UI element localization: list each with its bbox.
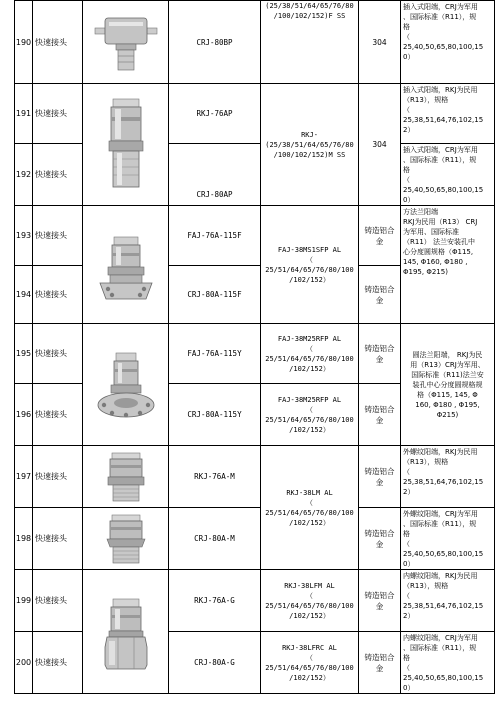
coupling-male-thread-76-image bbox=[104, 449, 148, 505]
product-code: CRJ-80AP bbox=[169, 144, 261, 206]
product-material: 304 bbox=[359, 84, 401, 206]
product-name: 快速接头 bbox=[33, 384, 83, 446]
product-note: 插入式阳端，CRJ为军用 、国际标准（R11），规 格 （ 25,40,50,65,80,100,15 0） bbox=[401, 1, 495, 84]
product-name: 快速接头 bbox=[33, 206, 83, 266]
product-note: 插入式阳端，RKJ为民用 （R13），规格 （ 25,38,51,64,76,102,15 2） bbox=[401, 84, 495, 144]
product-name: 快速接头 bbox=[33, 1, 83, 84]
product-code: FAJ-76A-115F bbox=[169, 206, 261, 266]
product-material: 铸造铝合金 bbox=[359, 206, 401, 266]
product-material: 铸造铝合金 bbox=[359, 266, 401, 324]
product-code: RKJ-76A-G bbox=[169, 570, 261, 632]
product-image bbox=[83, 570, 169, 694]
coupling-square-flange-image bbox=[96, 223, 156, 307]
table-row bbox=[15, 1, 495, 84]
table-row bbox=[15, 324, 495, 384]
product-spec: RKJ-38LM AL （ 25/51/64/65/76/80/100 /102/152） bbox=[261, 446, 359, 570]
product-image bbox=[83, 324, 169, 446]
product-code: RKJ-76AP bbox=[169, 84, 261, 144]
product-name: 快速接头 bbox=[33, 324, 83, 384]
product-image bbox=[83, 84, 169, 206]
product-name: 快速接头 bbox=[33, 632, 83, 694]
row-number: 196 bbox=[15, 384, 33, 446]
product-image bbox=[83, 446, 169, 508]
product-code: CRJ-80BP bbox=[169, 1, 261, 84]
product-note: 方法兰阳端 RKJ为民用（R13） CRJ 为军用、国际标准 （R11） 法兰安装孔中 心分度圆规格（Φ115, 145, Φ160, Φ180 , Φ195, Φ215) bbox=[401, 206, 495, 324]
row-number: 195 bbox=[15, 324, 33, 384]
product-name: 快速接头 bbox=[33, 446, 83, 508]
product-material: 铸造铝合金 bbox=[359, 570, 401, 632]
product-material: 铸造铝合金 bbox=[359, 324, 401, 384]
product-spec: FAJ-38M25RFP AL （ 25/51/64/65/76/80/100 /102/152） bbox=[261, 324, 359, 384]
product-name: 快速接头 bbox=[33, 144, 83, 206]
product-note: 插入式阳端，CRJ为军用 、国际标准（R11），规 格 （ 25,40,50,65,80,100,15 0） bbox=[401, 144, 495, 206]
row-number: 190 bbox=[15, 1, 33, 84]
row-number: 200 bbox=[15, 632, 33, 694]
table-row bbox=[15, 508, 495, 570]
product-table bbox=[14, 0, 495, 694]
product-spec: RKJ- (25/38/51/64/65/76/80 /100/102/152)M SS bbox=[261, 84, 359, 206]
product-code: CRJ-80A-115Y bbox=[169, 384, 261, 446]
product-note: 外螺纹阳端，RKJ为民用 （R13），规格 （ 25,38,51,64,76,102,15 2） bbox=[401, 446, 495, 508]
product-note: 外螺纹阳端，CRJ为军用 、国际标准（R11），规 格 （ 25,40,50,65,80,100,15 0） bbox=[401, 508, 495, 570]
row-number: 193 bbox=[15, 206, 33, 266]
product-name: 快速接头 bbox=[33, 266, 83, 324]
product-image bbox=[83, 206, 169, 324]
coupling-male-thread-80-image bbox=[104, 511, 148, 567]
coupling-male-ap-image bbox=[101, 95, 151, 195]
table-row bbox=[15, 570, 495, 632]
row-number: 192 bbox=[15, 144, 33, 206]
product-code: FAJ-76A-115Y bbox=[169, 324, 261, 384]
product-material: 铸造铝合金 bbox=[359, 632, 401, 694]
product-image bbox=[83, 508, 169, 570]
coupling-female-bp-image bbox=[91, 10, 161, 74]
product-material: 铸造铝合金 bbox=[359, 384, 401, 446]
product-code: CRJ-80A-115F bbox=[169, 266, 261, 324]
row-number: 197 bbox=[15, 446, 33, 508]
table-row bbox=[15, 446, 495, 508]
product-code: CRJ-80A-G bbox=[169, 632, 261, 694]
table-row bbox=[15, 206, 495, 266]
product-name: 快速接头 bbox=[33, 570, 83, 632]
product-spec: RKJ-38LFRC AL （ 25/51/64/65/76/80/100 /102/152） bbox=[261, 632, 359, 694]
product-material: 铸造铝合金 bbox=[359, 508, 401, 570]
product-name: 快速接头 bbox=[33, 84, 83, 144]
product-material: 304 bbox=[359, 1, 401, 84]
row-number: 191 bbox=[15, 84, 33, 144]
product-note: 圆法兰阳端， RKJ为民 用（R13）CRJ为军用、 国际标准（R11)法兰安 装孔中心分度圆规格规 格（Φ115, 145, Φ 160, Φ180 , Φ195, Φ215) bbox=[401, 324, 495, 446]
product-name: 快速接头 bbox=[33, 508, 83, 570]
product-spec: FAJ-38M25RFP AL （ 25/51/64/65/76/80/100 /102/152） bbox=[261, 384, 359, 446]
row-number: 198 bbox=[15, 508, 33, 570]
product-note: 内螺纹阳端，CRJ为军用 、国际标准（R11），规 格 （ 25,40,50,65,80,100,15 0） bbox=[401, 632, 495, 694]
product-spec: RKJ-38LFM AL （ 25/51/64/65/76/80/100 /102/152） bbox=[261, 570, 359, 632]
product-spec: FAJ-38MS1SFP AL （ 25/51/64/65/76/80/100 /102/152） bbox=[261, 206, 359, 324]
coupling-round-flange-image bbox=[94, 343, 158, 427]
product-material: 铸造铝合金 bbox=[359, 446, 401, 508]
product-image bbox=[83, 1, 169, 84]
row-number: 199 bbox=[15, 570, 33, 632]
product-spec: (25/38/51/64/65/76/80 /100/102/152)F SS bbox=[261, 1, 359, 84]
product-code: RKJ-76A-M bbox=[169, 446, 261, 508]
product-code: CRJ-80A-M bbox=[169, 508, 261, 570]
coupling-female-thread-image bbox=[101, 589, 151, 675]
table-row bbox=[15, 84, 495, 144]
row-number: 194 bbox=[15, 266, 33, 324]
product-note: 内螺纹阳端，RKJ为民用 （R13），规格 （ 25,38,51,64,76,102,15 2） bbox=[401, 570, 495, 632]
